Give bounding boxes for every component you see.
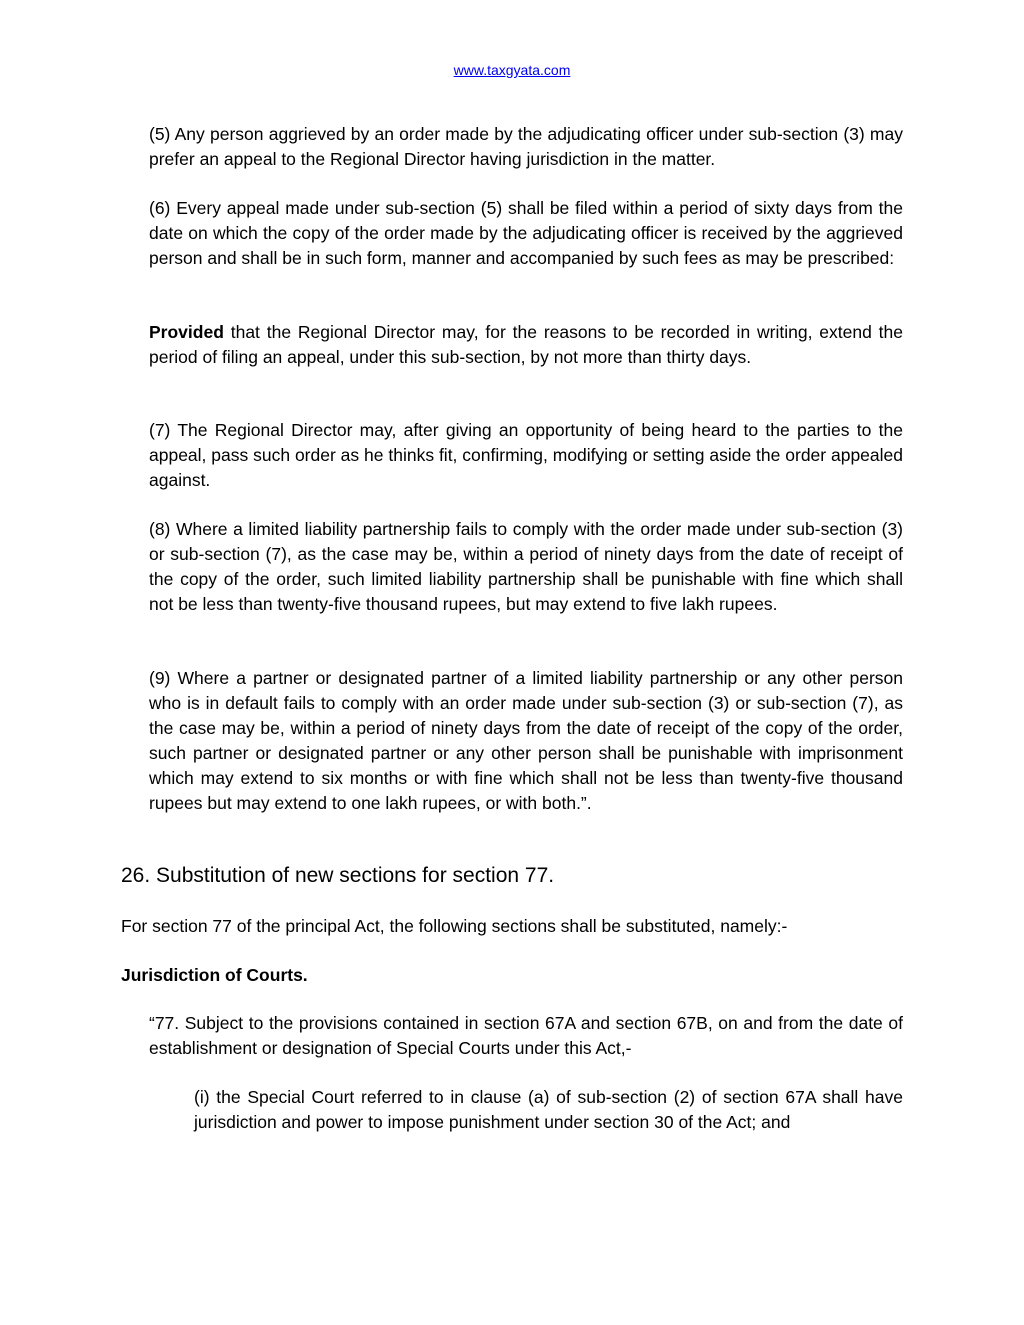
proviso-label: Provided [149,322,224,342]
paragraph-7: (7) The Regional Director may, after giving an opportunity of being heard to the parties to the appeal, pass such order as he thinks fit, confirming, modifying or setting aside the order appealed against. [149,420,903,490]
paragraph-6: (6) Every appeal made under sub-section (5) shall be filed within a period of sixty days from the date on which the copy of the order made by the adjudicating officer is received by the aggrieved person and shall be in such form, manner and accompanied by such fees as may be prescribed: [149,198,903,268]
proviso-paragraph [149,320,903,370]
paragraph-9: (9) Where a partner or designated partner of a limited liability partnership or any other person who is in default fails to comply with an order made under sub-section (3) or sub-section (7), as the case may be, within a period of ninety days from the date of receipt of the copy of the order, such partner or designated partner or any other person shall be punishable with imprisonment which may extend to six months or with fine which shall not be less than twenty-five thousand rupees but may extend to one lakh rupees, or with both.”. [149,668,903,813]
header-website-link[interactable]: www.taxgyata.com [453,62,571,78]
section-26-heading: 26. Substitution of new sections for section 77. [121,864,555,887]
jurisdiction-subheading: Jurisdiction of Courts. [121,965,308,985]
proviso-text: that the Regional Director may, for the reasons to be recorded in writing, extend the period of filing an appeal, under this sub-section, by not more than thirty days. [149,322,903,367]
paragraph-8: (8) Where a limited liability partnership fails to comply with the order made under sub-section (3) or sub-section (7), as the case may be, within a period of ninety days from the date of receipt of the copy of the order, such limited liability partnership shall be punishable with fine which shall not be less than twenty-five thousand rupees, but may extend to five lakh rupees. [149,519,903,614]
clause-i-paragraph: (i) the Special Court referred to in clause (a) of sub-section (2) of section 67A shall have jurisdiction and power to impose punishment under section 30 of the Act; and [194,1087,903,1132]
paragraph-5: (5) Any person aggrieved by an order made by the adjudicating officer under sub-section (3) may prefer an appeal to the Regional Director having jurisdiction in the matter. [149,124,903,169]
section-26-intro: For section 77 of the principal Act, the following sections shall be substituted, namely:- [121,916,788,936]
section-77-paragraph: “77. Subject to the provisions contained in section 67A and section 67B, on and from the date of establishment or designation of Special Courts under this Act,- [149,1013,903,1058]
